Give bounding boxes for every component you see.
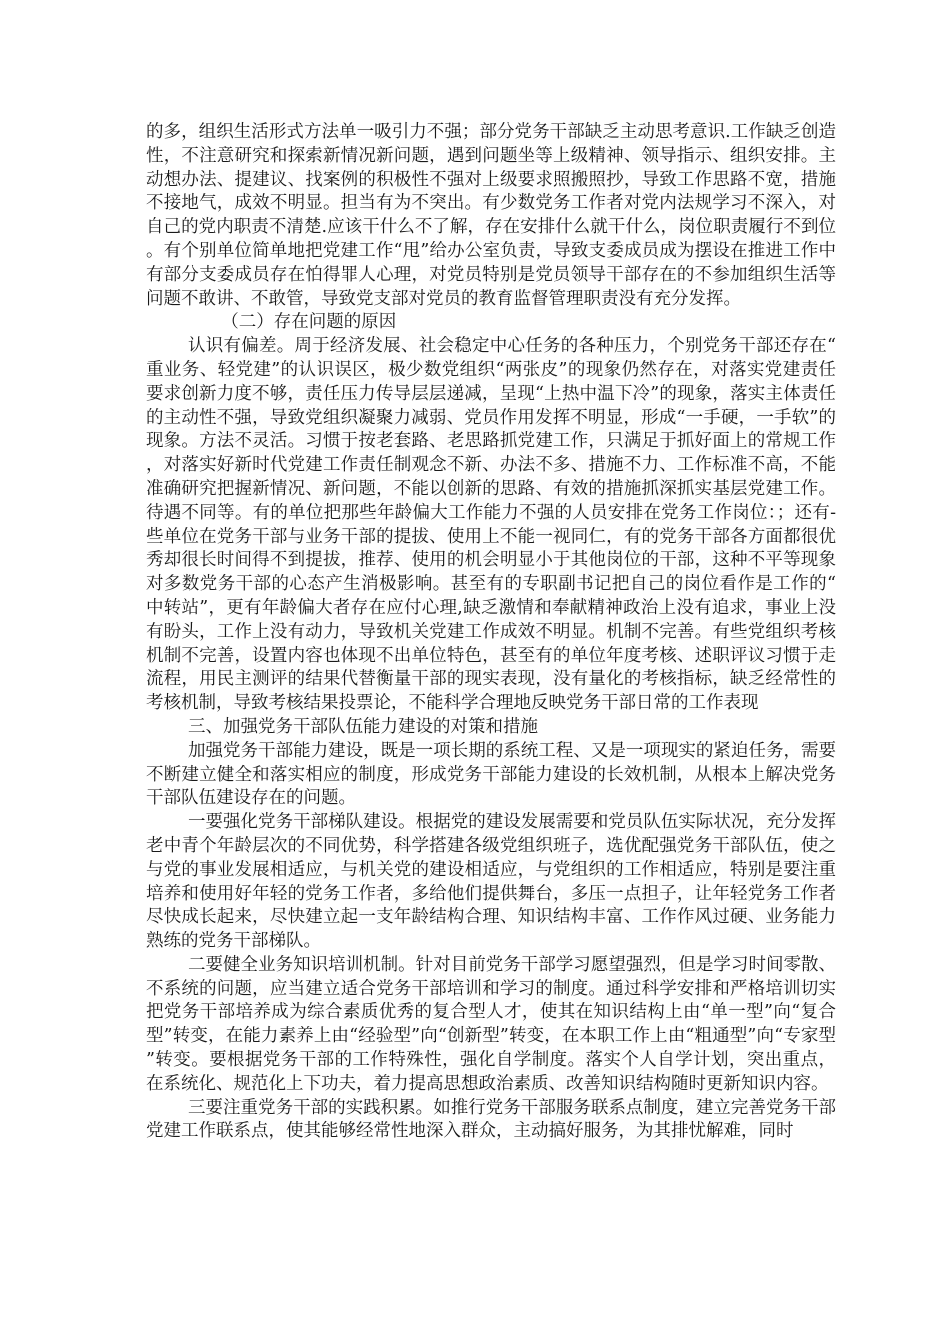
body-text	[146, 121, 836, 1144]
paragraph-causes: 认识有偏差。周于经济发展、社会稳定中心任务的各种压力，个别党务干部还存在“重业务、轻党建”的认识误区，极少数党组织“两张皮”的现象仍然存在，对落实党建责任要求创新力度不够，责任压力传导层层递减，呈现“上热中温下冷”的现象，落实主体责任的主动性不强，导致党组织凝聚力减弱、党员作用发挥不明显，形成“一手硬，一手软”的现象。方法不灵活。习惯于按老套路、老思路抓党建工作，只满足于抓好面上的常规工作，对落实好新时代党建工作责任制观念不新、办法不多、措施不力、工作标准不高，不能准确研究把握新情况、新问题，不能以创新的思路、有效的措施抓深抓实基层党建工作。待遇不同等。有的单位把那些年龄偏大工作能力不强的人员安排在党务工作岗位：；还有-些单位在党务干部与业务干部的提拔、使用上不能一视同仁，有的党务干部各方面都很优秀却很长时间得不到提拔，推荐、使用的机会明显小于其他岗位的干部，这种不平等现象对多数党务干部的心态产生消极影响。甚至有的专职副书记把自己的岗位看作是工作的“中转站”，更有年龄偏大者存在应付心理,缺乏激情和奉献精神政治上没有追求，事业上没有盼头，工作上没有动力，导致机关党建工作成效不明显。机制不完善。有些党组织考核机制不完善，设置内容也体现不出单位特色，甚至有的单位年度考核、述职评议习惯于走流程，用民主测评的结果代替衡量干部的现实表现，没有量化的考核指标，缺乏经常性的考核机制，导致考核结果投票论，不能科学合理地反映党务干部日常的工作表现	[146, 336, 836, 714]
paragraph-measure-three: 三要注重党务干部的实践积累。如推行党务干部服务联系点制度，建立完善党务干部党建工作联系点，使其能够经常性地深入群众，主动搞好服务，为其排忧解难，同时	[146, 1097, 836, 1142]
section-heading-causes: （二）存在问题的原因	[221, 312, 397, 333]
paragraph-measures-intro: 加强党务干部能力建设，既是一项长期的系统工程、又是一项现实的紧迫任务，需要不断建立健全和落实相应的制度，形成党务干部能力建设的长效机制，从根本上解决党务干部队伍建设存在的问题。	[146, 740, 836, 809]
section-heading-measures: 三、加强党务干部队伍能力建设的对策和措施	[188, 716, 538, 737]
paragraph-continuation: 的多，组织生活形式方法单一吸引力不强；部分党务干部缺乏主动思考意识.工作缺乏创造性，不注意研究和探索新情况新问题，遇到问题坐等上级精神、领导指示、组织安排。主动想办法、提建议、找案例的积极性不强对上级要求照搬照抄，导致工作思路不宽，措施不接地气，成效不明显。担当有为不突出。有少数党务工作者对党内法规学习不深入，对自己的党内职责不清楚.应该干什么不了解，存在安排什么就干什么，岗位职责履行不到位。有个别单位简单地把党建工作“甩”给办公室负责，导致支委成员成为摆设在推进工作中有部分支委成员存在怕得罪人心理，对党员特别是党员领导干部存在的不参加组织生活等问题不敢讲、不敢管，导致党支部对党员的教育监督管理职责没有充分发挥。	[146, 122, 836, 309]
paragraph-measure-two: 二要健全业务知识培训机制。针对目前党务干部学习愿望强烈，但是学习时间零散、不系统的问题，应当建立适合党务干部培训和学习的制度。通过科学安排和严格培训切实把党务干部培养成为综合素质优秀的复合型人才，使其在知识结构上由“单一型”向“复合型”转变，在能力素养上由“经验型”向“创新型”转变，在本职工作上由“粗通型”向“专家型”转变。要根据党务干部的工作特殊性，强化自学制度。落实个人自学计划，突出重点，在系统化、规范化上下功夫，着力提高思想政治素质、改善知识结构随时更新知识内容。	[146, 954, 836, 1094]
paragraph-measure-one: 一要强化党务干部梯队建设。根据党的建设发展需要和党员队伍实际状况，充分发挥老中青个年龄层次的不同优势，科学搭建各级党组织班子，选优配强党务干部队伍，使之与党的事业发展相适应，与机关党的建设相适应，与党组织的工作相适应，特别是要注重培养和使用好年轻的党务工作者，多给他们提供舞台，多压一点担子，让年轻党务工作者尽快成长起来，尽快建立起一支年龄结构合理、知识结构丰富、工作作风过硬、业务能力熟练的党务干部梯队。	[146, 812, 836, 952]
